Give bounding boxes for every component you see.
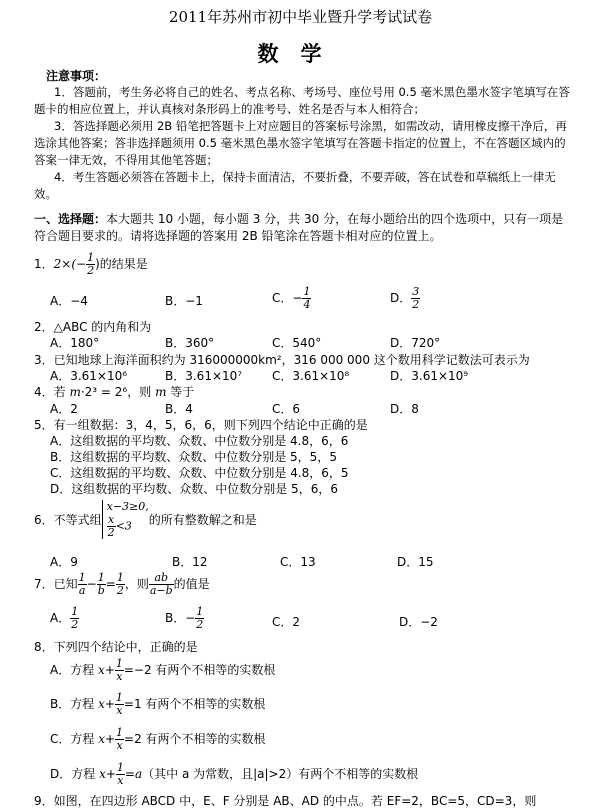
q2-option-a[interactable]: A．180° [50,336,100,350]
q1-expr: 2×(− [53,257,87,271]
section-1-heading: 一、选择题： [34,212,107,226]
q1-option-b[interactable]: B．−1 [165,294,203,308]
q5-option-b[interactable]: B．这组数据的平均数、众数、中位数分别是 5，5，5 [50,450,337,464]
q6-option-d[interactable]: D．15 [397,555,434,569]
q8-option-b[interactable]: B．方程 x+ $\frac{1}{x}$ =1 有两个不相等的实数根 [50,691,266,717]
q7-option-b[interactable]: B．− $\frac{1}{2}$ [165,605,204,631]
q4-option-a[interactable]: A．2 [50,402,78,416]
q2-option-c[interactable]: C．540° [272,336,322,350]
question-7: 7．已知 $\frac{1}{a}$ − $\frac{1}{b}$ = $\frac{1}{2}$ ，则 $\frac{ab}{a-b}$ 的值是 [34,571,210,597]
q1-option-a[interactable]: A．−4 [50,294,88,308]
q6-option-c[interactable]: C．13 [280,555,316,569]
q7-option-d[interactable]: D．−2 [399,615,438,629]
q3-option-d[interactable]: D．3.61×10⁹ [390,369,469,383]
q5-option-c[interactable]: C．这组数据的平均数、众数、中位数分别是 4.8，6，5 [50,466,349,480]
q4-option-b[interactable]: B．4 [165,402,193,416]
section-1 [34,211,574,245]
q4-option-c[interactable]: C．6 [272,402,301,416]
q5-option-d[interactable]: D．这组数据的平均数、众数、中位数分别是 5，6，6 [50,482,338,496]
q8-option-a[interactable]: A．方程 x+ $\frac{1}{x}$ =−2 有两个不相等的实数根 [50,657,276,683]
question-9: 9．如图，在四边形 ABCD 中，E、F 分别是 AB、AD 的中点。若 EF=2，BC=5，CD=3，则 [34,794,537,808]
q3-option-c[interactable]: C．3.61×10⁸ [272,369,350,383]
q5-option-a[interactable]: A．这组数据的平均数、众数、中位数分别是 4.8，6，6 [50,434,349,448]
q7-option-c[interactable]: C．2 [272,615,301,629]
question-6: 6．不等式组 x−3≥0, $\frac{x}{2}$ <3 的所有整数解之和是 [34,500,257,539]
q8-option-d[interactable]: D．方程 x+ $\frac{1}{x}$ =a（其中 a 为常数，且|a|>2）有两个不相等的实数根 [50,761,419,787]
question-4: 4．若 m·2³ = 2⁶，则 m 等于 [34,385,195,399]
subject-title: 数学 [257,41,344,66]
q1-option-c[interactable]: C．− $\frac{1}{4}$ [272,285,311,311]
section-1-text: 本大题共 10 小题，每小题 3 分，共 30 分，在每小题给出的四个选项中，只有一项是符合题目要求的。请将选择题的答案用 2B 铅笔涂在答题卡相对应的位置上。 [34,212,564,243]
question-1 [34,252,148,277]
question-3: 3．已知地球上海洋面积约为 316000000km²，316 000 000 这个数用科学记数法可表示为 [34,353,530,367]
question-2: 2．△ABC 的内角和为 [34,320,152,334]
q3-option-a[interactable]: A．3.61×10⁶ [50,369,128,383]
note-4: 4．考生答题必须答在答题卡上，保持卡面清洁，不要折叠，不要弄破，答在试卷和草稿纸上一律无效。 [34,170,556,201]
note-3: 3．答选择题必须用 2B 铅笔把答题卡上对应题目的答案标号涂黑，如需改动，请用橡皮擦干净后，再选涂其他答案；答非选择题须用 0.5 毫米黑色墨水签字笔填写在答题卡指定的位置上，不在答题区域内的答案一律无效，不得用其他笔答题； [34,119,567,167]
note-1: 1．答题前，考生务必将自己的姓名、考点名称、考场号、座位号用 0.5 毫米黑色墨水签字笔填写在答题卡的相应位置上，并认真核对条形码上的准考号、姓名是否与本人相符合； [34,85,570,116]
question-8: 8．下列四个结论中，正确的是 [34,640,198,654]
q2-option-d[interactable]: D．720° [390,336,441,350]
q6-inequality-system: x−3≥0, $\frac{x}{2}$ <3 [102,500,149,539]
q6-option-b[interactable]: B．12 [172,555,208,569]
exam-title: 2011年苏州市初中毕业暨升学考试试卷 [168,8,433,26]
q7-option-a[interactable]: A． $\frac{1}{2}$ [50,605,79,631]
q1-stem: )的结果是 [95,257,148,271]
q1-number: 1． [34,257,54,271]
q4-option-d[interactable]: D．8 [390,402,419,416]
q1-fraction: $\frac{1}{2}$ [87,251,95,277]
q3-option-b[interactable]: B．3.61×10⁷ [165,369,243,383]
q2-option-b[interactable]: B．360° [165,336,215,350]
question-5: 5．有一组数据：3，4，5，6，6，则下列四个结论中正确的是 [34,418,368,432]
q6-option-a[interactable]: A．9 [50,555,78,569]
notes-heading: 注意事项： [46,69,107,83]
q1-option-d[interactable]: D． $\frac{3}{2}$ [390,285,420,311]
q8-option-c[interactable]: C．方程 x+ $\frac{1}{x}$ =2 有两个不相等的实数根 [50,726,266,752]
